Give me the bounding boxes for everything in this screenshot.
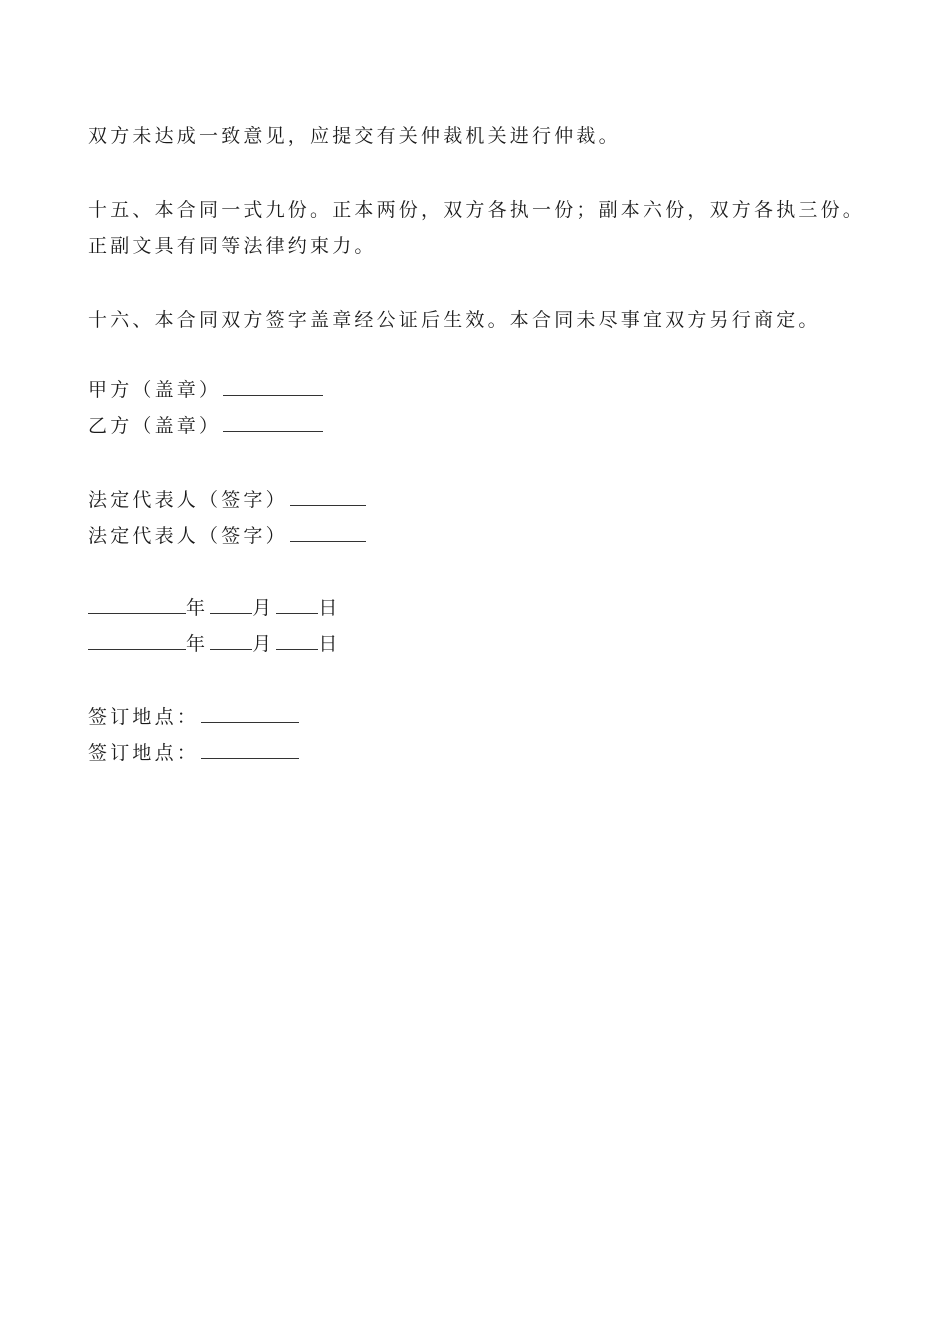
paragraph-effective: 十六、本合同双方签字盖章经公证后生效。本合同未尽事宜双方另行商定。 [88,309,821,331]
place-b-blank [201,741,299,759]
date-row-b [88,632,341,656]
place-row-a [88,705,299,729]
party-b-seal-row [88,414,323,438]
place-b-label: 签订地点： [88,742,200,764]
date-a-month-label: 月 [252,597,275,619]
place-a-label: 签订地点： [88,706,200,728]
party-b-seal-label: 乙方（盖章） [88,415,222,437]
date-a-year-label: 年 [186,597,209,619]
date-b-day-label: 日 [318,633,341,655]
party-a-seal-row [88,378,323,402]
date-a-day-blank [276,596,318,614]
date-b-year-label: 年 [186,633,209,655]
date-b-day-blank [276,632,318,650]
rep-b-signature-label: 法定代表人（签字） [88,525,288,547]
rep-a-signature-blank [290,488,366,506]
place-row-b [88,741,299,765]
paragraph-arbitration: 双方未达成一致意见，应提交有关仲裁机关进行仲裁。 [88,125,621,147]
date-row-a [88,596,341,620]
paragraph-copies-line1: 十五、本合同一式九份。正本两份，双方各执一份；副本六份，双方各执三份。 [88,199,866,221]
date-a-month-blank [210,596,252,614]
party-a-seal-label: 甲方（盖章） [88,379,222,401]
date-b-month-blank [210,632,252,650]
place-a-blank [201,705,299,723]
paragraph-copies-line2: 正副文具有同等法律约束力。 [88,235,377,257]
party-a-seal-blank [223,378,323,396]
date-b-year-blank [88,632,186,650]
date-a-day-label: 日 [318,597,341,619]
rep-a-signature-row [88,488,366,512]
date-b-month-label: 月 [252,633,275,655]
rep-a-signature-label: 法定代表人（签字） [88,489,288,511]
party-b-seal-blank [223,414,323,432]
rep-b-signature-blank [290,524,366,542]
date-a-year-blank [88,596,186,614]
rep-b-signature-row [88,524,366,548]
